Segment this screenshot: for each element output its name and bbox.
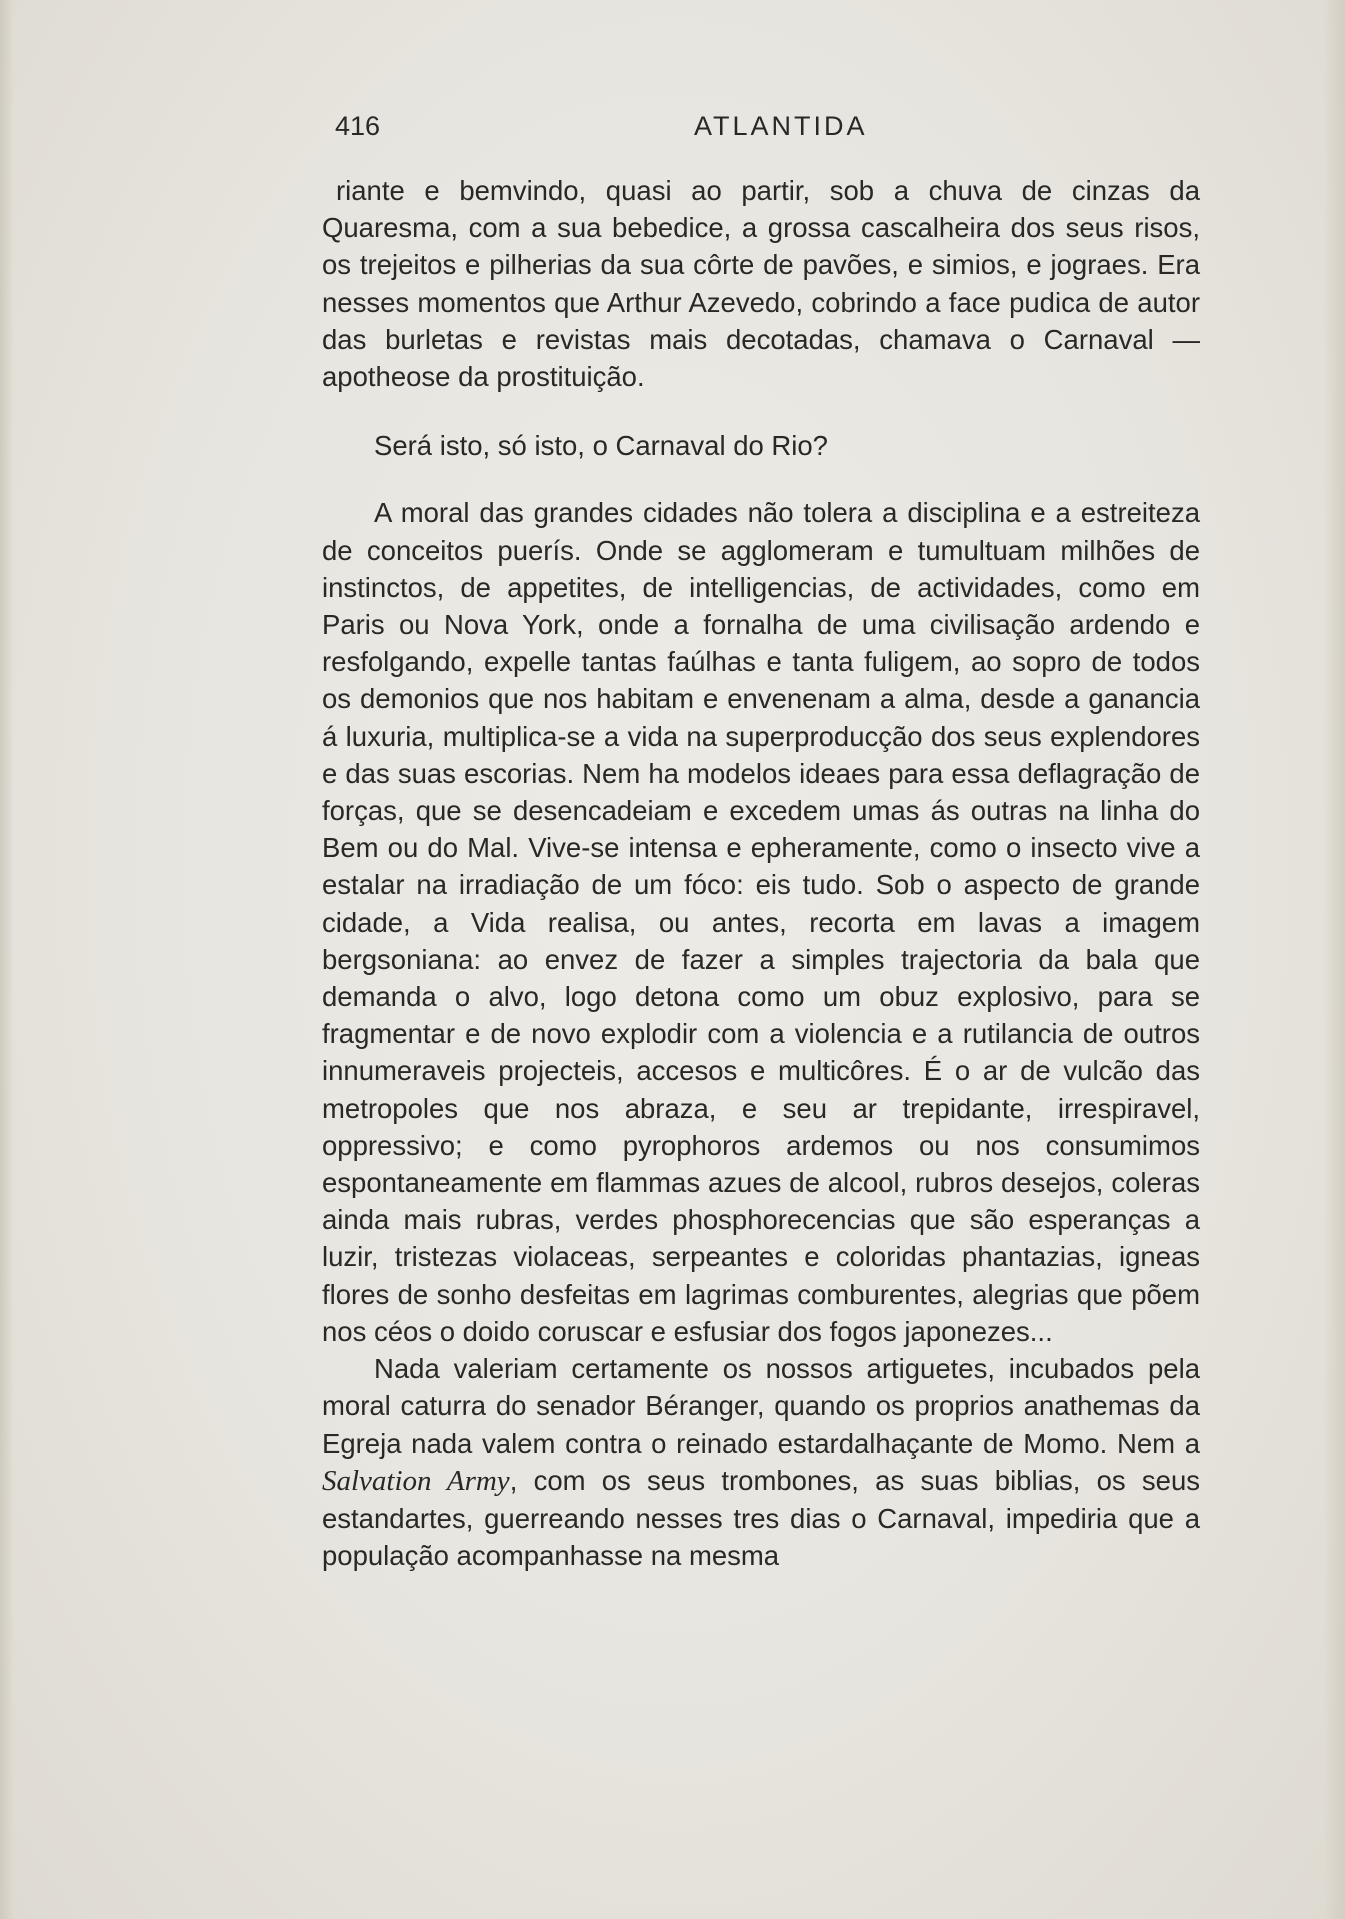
paragraph-nada-text-1: Nada valeriam certamente os nossos artiguetes, incubados pela moral caturra do senador Béranger, quando os proprios anathemas da Egreja nada valem contra o reinado estardalhaçante de Momo. Nem a [322,1353,1200,1459]
paragraph-question: Será isto, só isto, o Carnaval do Rio? [374,430,828,462]
body-text [322,172,1200,1574]
journal-title: ATLANTIDA [694,111,868,141]
italic-salvation-army: Salvation Army [322,1464,510,1497]
paragraph-nada-text-2: , com os seus trombones, as suas biblias, os seus estandartes, guerreando nesses tres dias o Carnaval, impediria que a população acompanhasse na mesma [322,1464,1200,1572]
page-edge-shadow-right [1323,0,1345,1919]
paragraph-riante: riante e bemvindo, quasi ao partir, sob a chuva de cinzas da Quaresma, com a sua bebedice, a grossa cascalheira dos seus risos, os trejeitos e pilherias da sua côrte de pavões, e simios, e jograes. Era nesses momentos que Arthur Azevedo, cobrindo a face pudica de autor das burletas e revistas mais decotadas, chamava o Carnaval — apotheose da prostituição. [322,175,1200,393]
paragraph-nada [322,1350,1200,1574]
running-head [335,108,1195,144]
page-edge-shadow-left [0,0,14,1919]
page-number: 416 [335,111,381,141]
paragraph-moral: A moral das grandes cidades não tolera a disciplina e a estreiteza de conceitos puerís. Onde se agglomeram e tumultuam milhões de instinctos, de appetites, de intelligencias, de actividades, como em Paris ou Nova York, onde a fornalha de uma civilisação ardendo e resfolgando, expelle tantas faúlhas e tanta fuligem, ao sopro de todos os demonios que nos habitam e envenenam a alma, desde a ganancia á luxuria, multiplica-se a vida na superproducção dos seus explendores e das suas escorias. Nem ha modelos ideaes para essa deflagração de forças, que se desencadeiam e excedem umas ás outras na linha do Bem ou do Mal. Vive-se intensa e epheramente, como o insecto vive a estalar na irradiação de um fóco: eis tudo. Sob o aspecto de grande cidade, a Vida realisa, ou antes, recorta em lavas a imagem bergsoniana: ao envez de fazer a simples trajectoria da bala que demanda o alvo, logo detona como um obuz explosivo, para se fragmentar e de novo explodir com a violencia e a rutilancia de outros innumeraveis projecteis, accesos e multicôres. É o ar de vulcão das metropoles que nos abraza, e seu ar trepidante, irrespiravel, oppressivo; e como pyrophoros ardemos ou nos consumimos espontaneamente em flammas azues de alcool, rubros desejos, coleras ainda mais rubras, verdes phosphorecencias que são esperanças a luzir, tristezas violaceas, serpeantes e coloridas phantazias, igneas flores de sonho desfeitas em lagrimas comburentes, alegrias que põem nos céos o doido coruscar e esfusiar dos fogos japonezes... [322,497,1200,1347]
